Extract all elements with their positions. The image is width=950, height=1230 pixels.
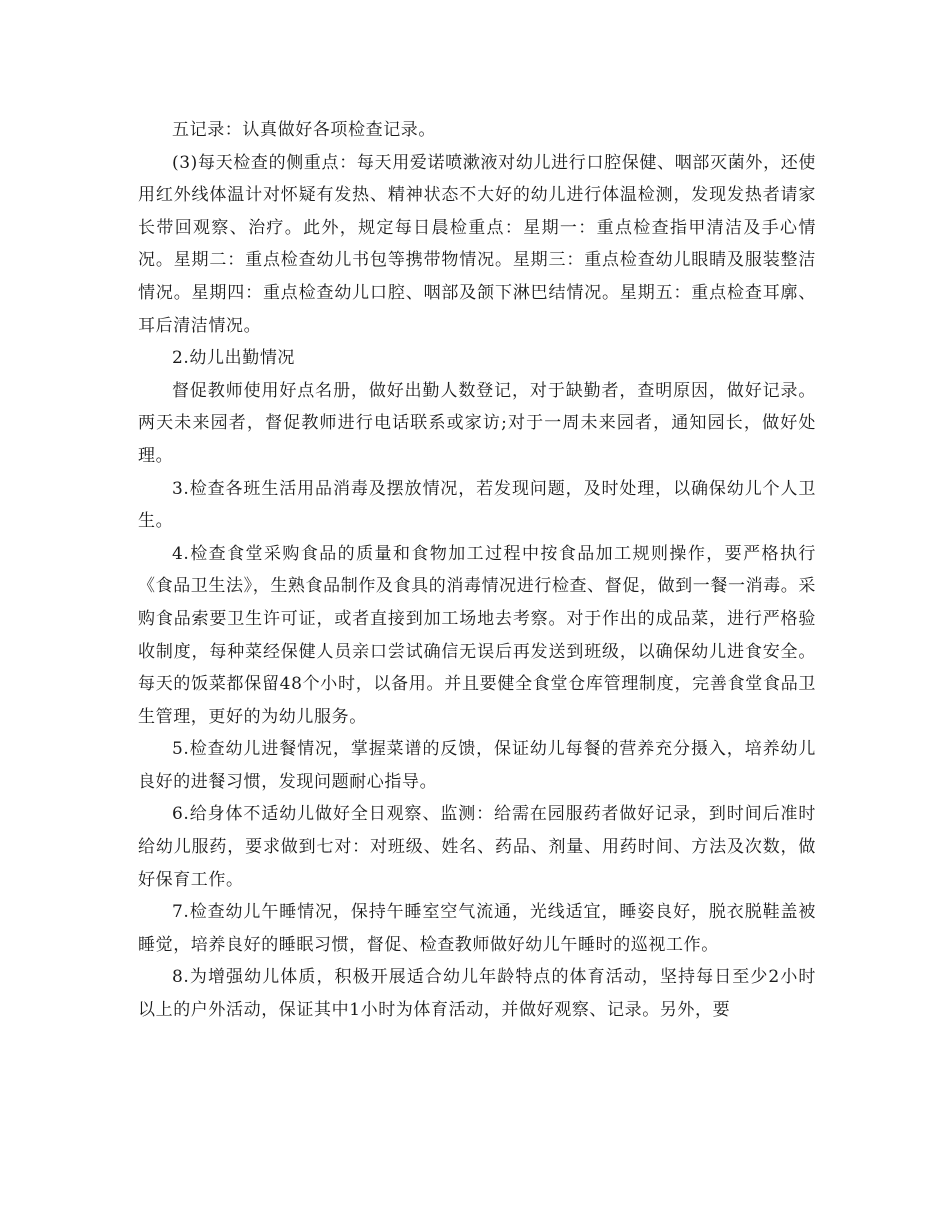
paragraph-medication: 6.给身体不适幼儿做好全日观察、监测：给需在园服药者做好记录，到时间后准时给幼儿服药，要求做到七对：对班级、姓名、药品、剂量、用药时间、方法及次数，做好保育工作。: [138, 804, 816, 890]
paragraph-meals: 5.检查幼儿进餐情况，掌握菜谱的反馈，保证幼儿每餐的营养充分摄入，培养幼儿良好的进餐习惯，发现问题耐心指导。: [138, 739, 816, 792]
paragraph-daily-check-focus: (3)每天检查的侧重点：每天用爱诺喷漱液对幼儿进行口腔保健、咽部灭菌外，还使用红外线体温计对怀疑有发热、精神状态不大好的幼儿进行体温检测，发现发热者请家长带回观察、治疗。此外，规定每日晨检重点：星期一：重点检查指甲清洁及手心情况。星期二：重点检查幼儿书包等携带物情况。星期三：重点检查幼儿眼睛及服装整洁情况。星期四：重点检查幼儿口腔、咽部及颌下淋巴结情况。星期五：重点检查耳廓、耳后清洁情况。: [138, 152, 816, 336]
paragraph-attendance: 督促教师使用好点名册，做好出勤人数登记，对于缺勤者，查明原因，做好记录。两天未来园者，督促教师进行电话联系或家访;对于一周未来园者，通知园长，做好处理。: [138, 380, 816, 466]
paragraph-nap: 7.检查幼儿午睡情况，保持午睡室空气流通，光线适宜，睡姿良好，脱衣脱鞋盖被睡觉，培养良好的睡眠习惯，督促、检查教师做好幼儿午睡时的巡视工作。: [138, 902, 816, 955]
paragraph-supplies-disinfection: 3.检查各班生活用品消毒及摆放情况，若发现问题，及时处理，以确保幼儿个人卫生。: [138, 478, 816, 532]
paragraph-record: 五记录：认真做好各项检查记录。: [172, 120, 436, 140]
section-heading-attendance: 2.幼儿出勤情况: [172, 348, 296, 369]
paragraph-physical-activity: 8.为增强幼儿体质，积极开展适合幼儿年龄特点的体育活动，坚持每日至少2小时以上的户外活动，保证其中1小时为体育活动，并做好观察、记录。另外，要: [138, 967, 816, 1021]
paragraph-canteen-food: 4.检查食堂采购食品的质量和食物加工过程中按食品加工规则操作，要严格执行《食品卫生法》，生熟食品制作及食具的消毒情况进行检查、督促，做到一餐一消毒。采购食品索要卫生许可证，或者直接到加工场地去考察。对于作出的成品菜，进行严格验收制度，每种菜经保健人员亲口尝试确信无误后再发送到班级，以确保幼儿进食安全。每天的饭菜都保留48个小时，以备用。并且要健全食堂仓库管理制度，完善食堂食品卫生管理，更好的为幼儿服务。: [138, 543, 816, 727]
document-body: [138, 114, 816, 1027]
